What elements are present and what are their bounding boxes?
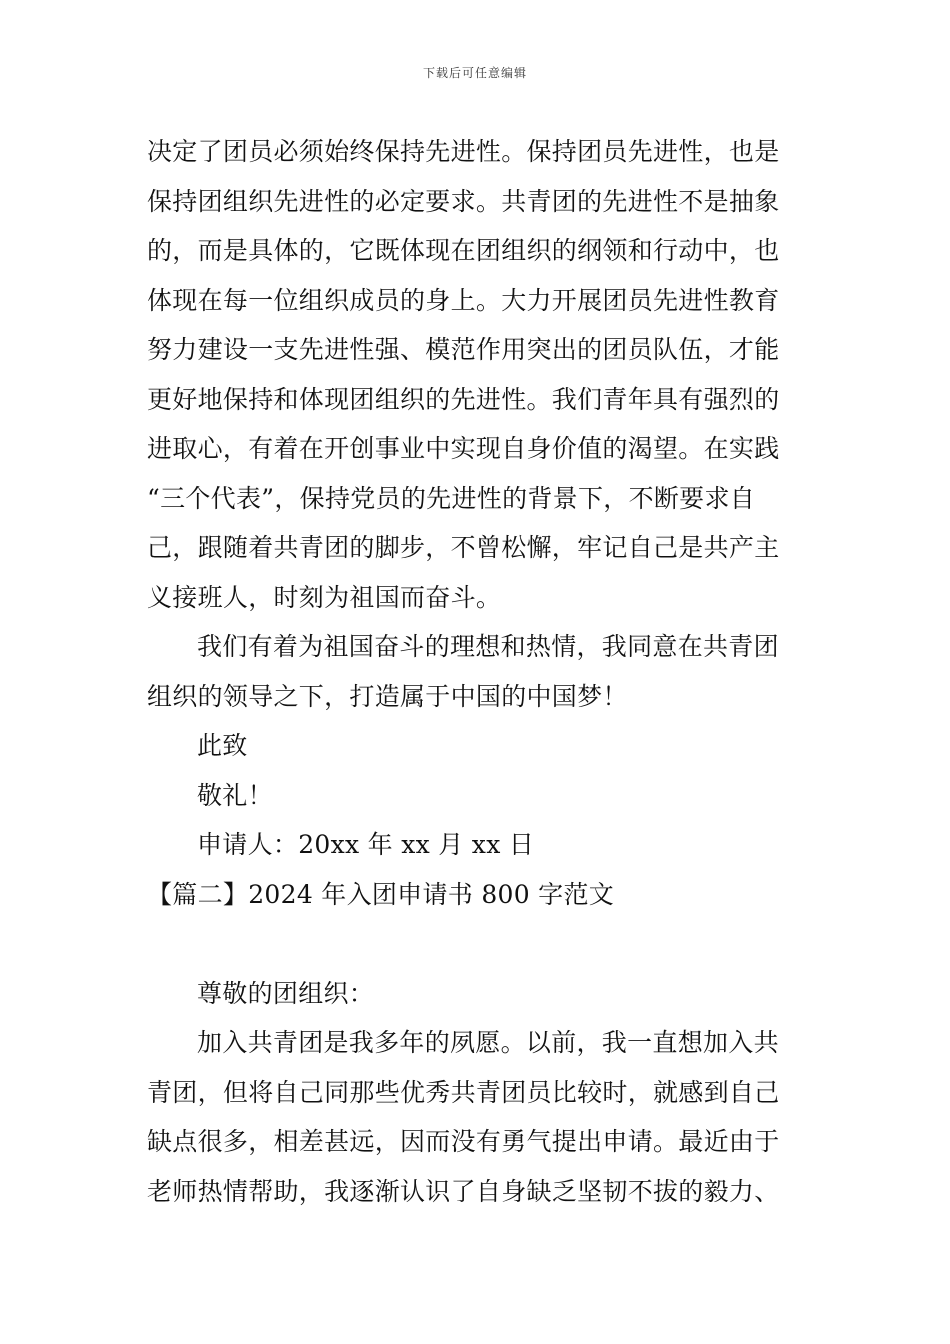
paragraph-line: 更好地保持和体现团组织的先进性。我们青年具有强烈的: [147, 384, 780, 414]
closing-respect: 敬礼！: [197, 780, 273, 810]
paragraph-2: [147, 622, 817, 721]
paragraph-line: 保持团组织先进性的必定要求。共青团的先进性不是抽象: [147, 186, 780, 216]
paragraph-line: 体现在每一位组织成员的身上。大力开展团员先进性教育: [147, 285, 780, 315]
paragraph-line: 缺点很多，相差甚远，因而没有勇气提出申请。最近由于: [147, 1127, 780, 1156]
paragraph-line: 青团，但将自己同那些优秀共青团员比较时，就感到自己: [147, 1077, 780, 1107]
signature-line: 申请人：20xx 年 xx 月 xx 日: [197, 830, 535, 859]
page-header: 下载后可任意编辑: [422, 66, 527, 80]
paragraph-line: “三个代表”，保持党员的先进性的背景下，不断要求自: [147, 483, 756, 513]
letter-paragraph: [147, 1018, 817, 1216]
paragraph-line: 我们有着为祖国奋斗的理想和热情，我同意在共青团: [197, 632, 779, 661]
blank-line: [147, 919, 817, 969]
paragraph-line: 组织的领导之下，打造属于中国的中国梦！: [147, 681, 628, 711]
paragraph-line: 己，跟随着共青团的脚步，不曾松懈，牢记自己是共产主: [147, 533, 780, 562]
paragraph-line: 努力建设一支先进性强、模范作用突出的团员队伍，才能: [147, 335, 780, 364]
paragraph-line: 老师热情帮助，我逐渐认识了自身缺乏坚韧不拔的毅力、: [147, 1176, 780, 1206]
document-body: [147, 127, 817, 1216]
paragraph-line: 加入共青团是我多年的夙愿。以前，我一直想加入共: [197, 1028, 779, 1057]
letter-greeting: 尊敬的团组织：: [197, 978, 375, 1008]
paragraph-line: 决定了团员必须始终保持先进性。保持团员先进性，也是: [147, 137, 780, 166]
paragraph-line: 的，而是具体的，它既体现在团组织的纲领和行动中，也: [147, 236, 780, 265]
section-title: 【篇二】2024 年入团申请书 800 字范文: [147, 879, 615, 909]
paragraph-line: 进取心，有着在开创事业中实现自身价值的渴望。在实践: [147, 434, 780, 463]
closing-salutation: 此致: [197, 731, 248, 760]
paragraph-line: 义接班人，时刻为祖国而奋斗。: [147, 582, 502, 612]
paragraph-1: [147, 127, 817, 622]
